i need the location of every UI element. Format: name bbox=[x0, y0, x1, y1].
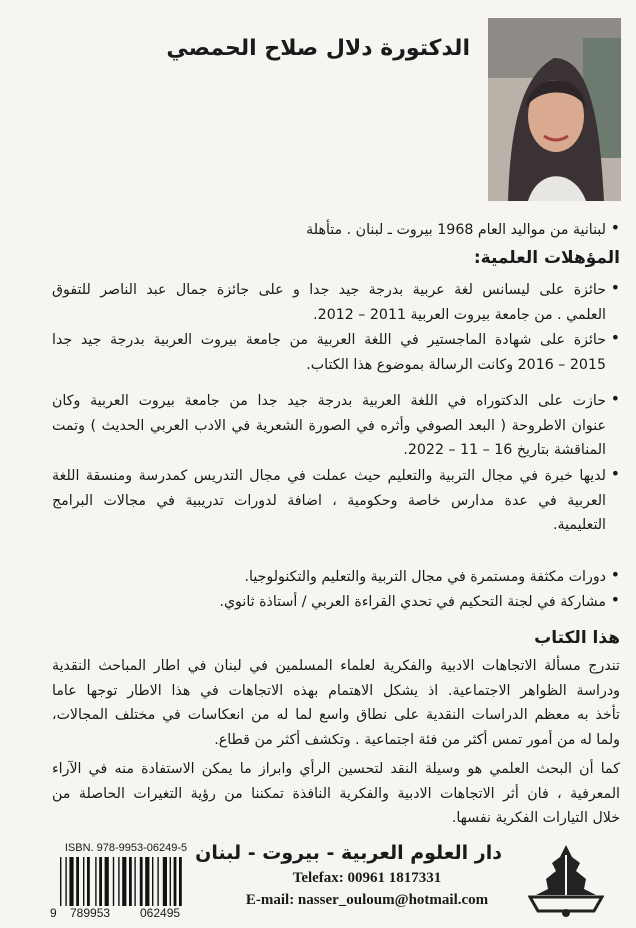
text-line: العربية في عدة مدارس خاصة وحكومية ، اضافة لدورات تدريبية في مجالات البرامج bbox=[52, 492, 606, 509]
qualification-item bbox=[219, 590, 620, 615]
paragraph bbox=[52, 654, 620, 752]
text-line: • مشاركة في لجنة التحكيم في تحدي القراءة العربي / أستاذة ثانوي. bbox=[219, 594, 606, 610]
barcode-bar bbox=[105, 857, 109, 907]
qualification-item bbox=[52, 278, 620, 327]
text-line: • حازت على الدكتوراه في اللغة العربية بدرجة جيد جدا من جامعة بيروت العربية وكان bbox=[52, 393, 606, 409]
book-paragraph bbox=[52, 654, 620, 752]
bullet-item bbox=[219, 590, 620, 615]
book-paragraph bbox=[52, 757, 620, 831]
barcode-bar bbox=[69, 857, 73, 907]
barcode-bar bbox=[118, 857, 119, 907]
publisher-email[interactable]: E-mail: nasser_ouloum@hotmail.com bbox=[245, 892, 489, 908]
barcode-bar bbox=[99, 857, 102, 907]
barcode-bar bbox=[152, 857, 153, 907]
text-line: ولما له من أمور تمس أكثر من فئة اجتماعية . وتكشف أكثر من قطاع. bbox=[214, 731, 620, 748]
barcode-digits-left: 789953 bbox=[70, 906, 111, 920]
bullet-item bbox=[52, 218, 620, 243]
qualifications-heading: المؤهلات العلمية: bbox=[473, 248, 620, 268]
text-line: تندرج مسألة الاتجاهات الادبية والفكرية لعلماء المسلمين في لبنان في اطار المباحث النقدية bbox=[52, 658, 620, 674]
text-line: المعرفية ، فان أثر الاتجاهات الادبية والفكرية النافذة تمكننا من رؤية التغيرات الحاصلة من bbox=[52, 785, 620, 802]
barcode-bar bbox=[129, 857, 132, 907]
bio-section bbox=[52, 218, 620, 243]
text-line: تأخذ به معظم الدراسات النقدية على نطاق واسع لما له من انعكاسات في مختلف المجالات، bbox=[52, 707, 620, 724]
book-heading: هذا الكتاب bbox=[534, 628, 620, 648]
barcode-bar bbox=[174, 857, 177, 907]
text-line: المناقشة بتاريخ 16 – 11 – 2022. bbox=[403, 442, 606, 459]
bullet-item bbox=[52, 389, 620, 463]
barcode-digit-first: 9 bbox=[50, 906, 57, 920]
text-line: التعليمية. bbox=[553, 517, 606, 534]
qualification-item bbox=[52, 389, 620, 463]
qualification-item bbox=[52, 328, 620, 377]
barcode-bar bbox=[134, 857, 135, 907]
book-section bbox=[52, 624, 620, 652]
barcode-bar bbox=[83, 857, 84, 907]
barcode-digits-right: 062495 bbox=[140, 906, 181, 920]
author-name: الدكتورة دلال صلاح الحمصي bbox=[166, 36, 470, 61]
barcode-bar bbox=[145, 857, 149, 907]
barcode-bar bbox=[113, 857, 114, 907]
publisher-logo-icon bbox=[528, 843, 604, 919]
barcode-bar bbox=[87, 857, 90, 907]
author-photo bbox=[488, 18, 621, 201]
text-line: عنوان الاطروحة ( البعد الصوفي وأثره في الصورة الشعرية في الادب العربي الحديث ) وتمت bbox=[52, 417, 606, 434]
barcode-bar bbox=[140, 857, 143, 907]
text-line: كما أن البحث العلمي هو وسيلة النقد لتحسين الرأي وابراز ما يمكن الاستفادة منه في الآراء bbox=[52, 761, 620, 777]
text-line: • دورات مكثفة ومستمرة في مجال التربية والتعليم والتكنولوجيا. bbox=[244, 569, 606, 585]
text-line: خلال التيارات الفكرية نفسها. bbox=[451, 810, 620, 827]
barcode-bar bbox=[95, 857, 96, 907]
bullet-item bbox=[245, 565, 620, 590]
publisher-telefax: Telefax: 00961 1817331 bbox=[292, 870, 442, 886]
barcode-bar bbox=[170, 857, 171, 907]
qualification-item bbox=[52, 464, 620, 538]
text-line: العلمي . من جامعة بيروت العربية 2011 – 2012. bbox=[313, 306, 606, 323]
bullet-item bbox=[52, 278, 620, 327]
publisher-name: دار العلوم العربية - بيروت - لبنان bbox=[195, 842, 502, 864]
qualification-item bbox=[245, 565, 620, 590]
text-line: 2015 – 2016 وكانت الرسالة بموضوع هذا الكتاب. bbox=[306, 356, 606, 373]
qualifications-section bbox=[52, 244, 620, 272]
paragraph bbox=[52, 757, 620, 831]
text-line: • حائزة على شهادة الماجستير في اللغة العربية من جامعة بيروت العربية بدرجة جيد جدا bbox=[52, 332, 606, 348]
bullet-item bbox=[52, 328, 620, 377]
isbn-label: ISBN. 978-9953-06249-5 bbox=[64, 842, 188, 854]
text-line: ودراسة الظواهر الاجتماعية. اذ يشكل الاهتمام بهذه الاتجاهات في هذا الاطار توجها عاما bbox=[52, 682, 620, 699]
barcode-bar bbox=[157, 857, 158, 907]
barcode-bar bbox=[76, 857, 79, 907]
text-line: • لديها خبرة في مجال التربية والتعليم حيث عملت في مجال التدريس كمدرسة ومنسقة اللغة bbox=[52, 468, 606, 484]
text-line: • حائزة على ليسانس لغة عربية بدرجة جيد جدا و على جائزة جمال عبد الناصر للتفوق bbox=[52, 282, 606, 298]
barcode-bar bbox=[163, 857, 167, 907]
text-line: • لبنانية من مواليد العام 1968 بيروت ـ لبنان . متأهلة bbox=[306, 222, 606, 238]
bullet-item bbox=[52, 464, 620, 538]
